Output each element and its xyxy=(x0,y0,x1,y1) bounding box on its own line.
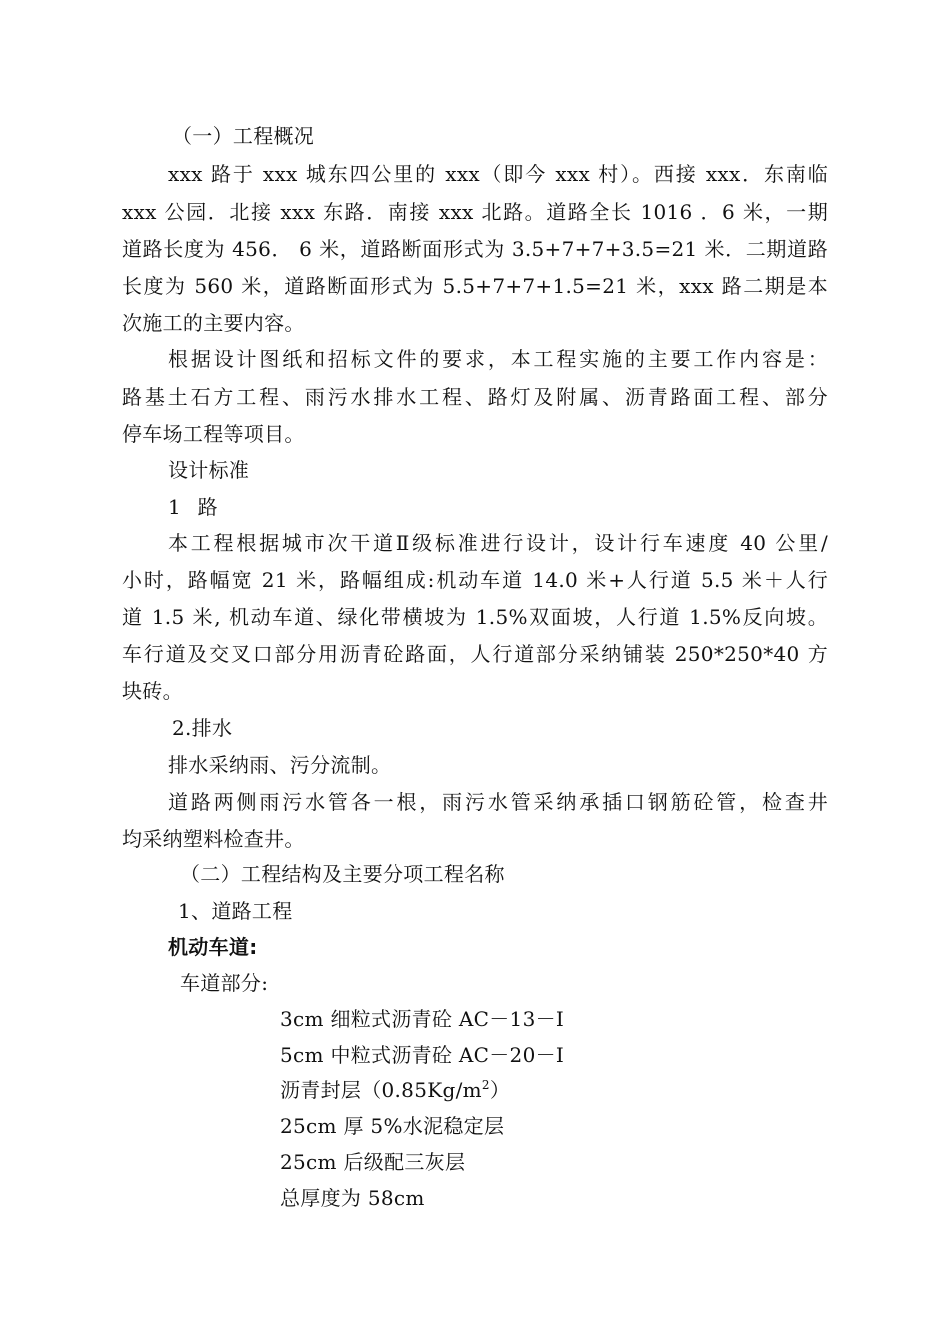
section1-heading: （一）工程概况 xyxy=(172,124,315,148)
overview-line-2: xxx 公园．北接 xxx 东路．南接 xxx 北路。道路全长 1016 ．6 米，一期 xyxy=(122,200,828,224)
drainage-line-3: 均采纳塑料检查井。 xyxy=(122,827,305,851)
layer-3-text: 沥青封层（0.85Kg/m xyxy=(280,1078,482,1102)
layer-5: 25cm 后级配三灰层 xyxy=(280,1150,466,1174)
overview-line-1: xxx 路于 xxx 城东四公里的 xxx（即今 xxx 村）。西接 xxx．东南临 xyxy=(168,162,828,186)
overview-line-4: 长度为 560 米，道路断面形式为 5.5+7+7+1.5=21 米，xxx 路二期是本 xyxy=(122,274,828,298)
road-line-4: 车行道及交叉口部分用沥青砼路面，人行道部分采纳铺装 250*250*40 方 xyxy=(122,642,828,666)
drainage-heading: 2.排水 xyxy=(172,716,233,740)
scope-line-2: 路基土石方工程、雨污水排水工程、路灯及附属、沥青路面工程、部分 xyxy=(122,385,828,409)
layer-4: 25cm 厚 5%水泥稳定层 xyxy=(280,1114,505,1138)
road-line-1: 本工程根据城市次干道Ⅱ级标准进行设计，设计行车速度 40 公里/ xyxy=(168,531,828,555)
road-line-2: 小时，路幅宽 21 米，路幅组成:机动车道 14.0 米+人行道 5.5 米＋人行 xyxy=(122,568,828,592)
drainage-line-1: 排水采纳雨、污分流制。 xyxy=(168,753,392,777)
lane-part-heading: 车道部分: xyxy=(180,971,269,995)
layer-3 xyxy=(280,1076,510,1104)
road-line-3: 道 1.5 米, 机动车道、绿化带横坡为 1.5%双面坡，人行道 1.5%反向坡。 xyxy=(122,605,828,629)
road-line-5: 块砖。 xyxy=(122,679,183,703)
overview-line-3: 道路长度为 456． 6 米，道路断面形式为 3.5+7+7+3.5=21 米．二期道路 xyxy=(122,237,828,261)
scope-line-1: 根据设计图纸和招标文件的要求，本工程实施的主要工作内容是： xyxy=(168,347,828,371)
road-heading: 1 路 xyxy=(168,495,218,519)
layer-2: 5cm 中粒式沥青砼 AC－20－Ⅰ xyxy=(280,1043,565,1067)
road-works-heading: 1、道路工程 xyxy=(178,899,293,923)
overview-line-5: 次施工的主要内容。 xyxy=(122,311,305,335)
layer-3-superscript: 2 xyxy=(481,1078,490,1092)
section2-heading: （二）工程结构及主要分项工程名称 xyxy=(180,862,505,886)
layer-1: 3cm 细粒式沥青砼 AC－13－Ⅰ xyxy=(280,1007,565,1031)
drainage-line-2: 道路两侧雨污水管各一根，雨污水管采纳承插口钢筋砼管，检查井 xyxy=(168,790,828,814)
layer-3-close: ） xyxy=(489,1078,511,1102)
scope-line-3: 停车场工程等项目。 xyxy=(122,422,305,446)
motor-lane-heading: 机动车道: xyxy=(168,935,258,959)
layer-6: 总厚度为 58cm xyxy=(280,1186,425,1210)
design-standard-heading: 设计标准 xyxy=(168,458,250,482)
